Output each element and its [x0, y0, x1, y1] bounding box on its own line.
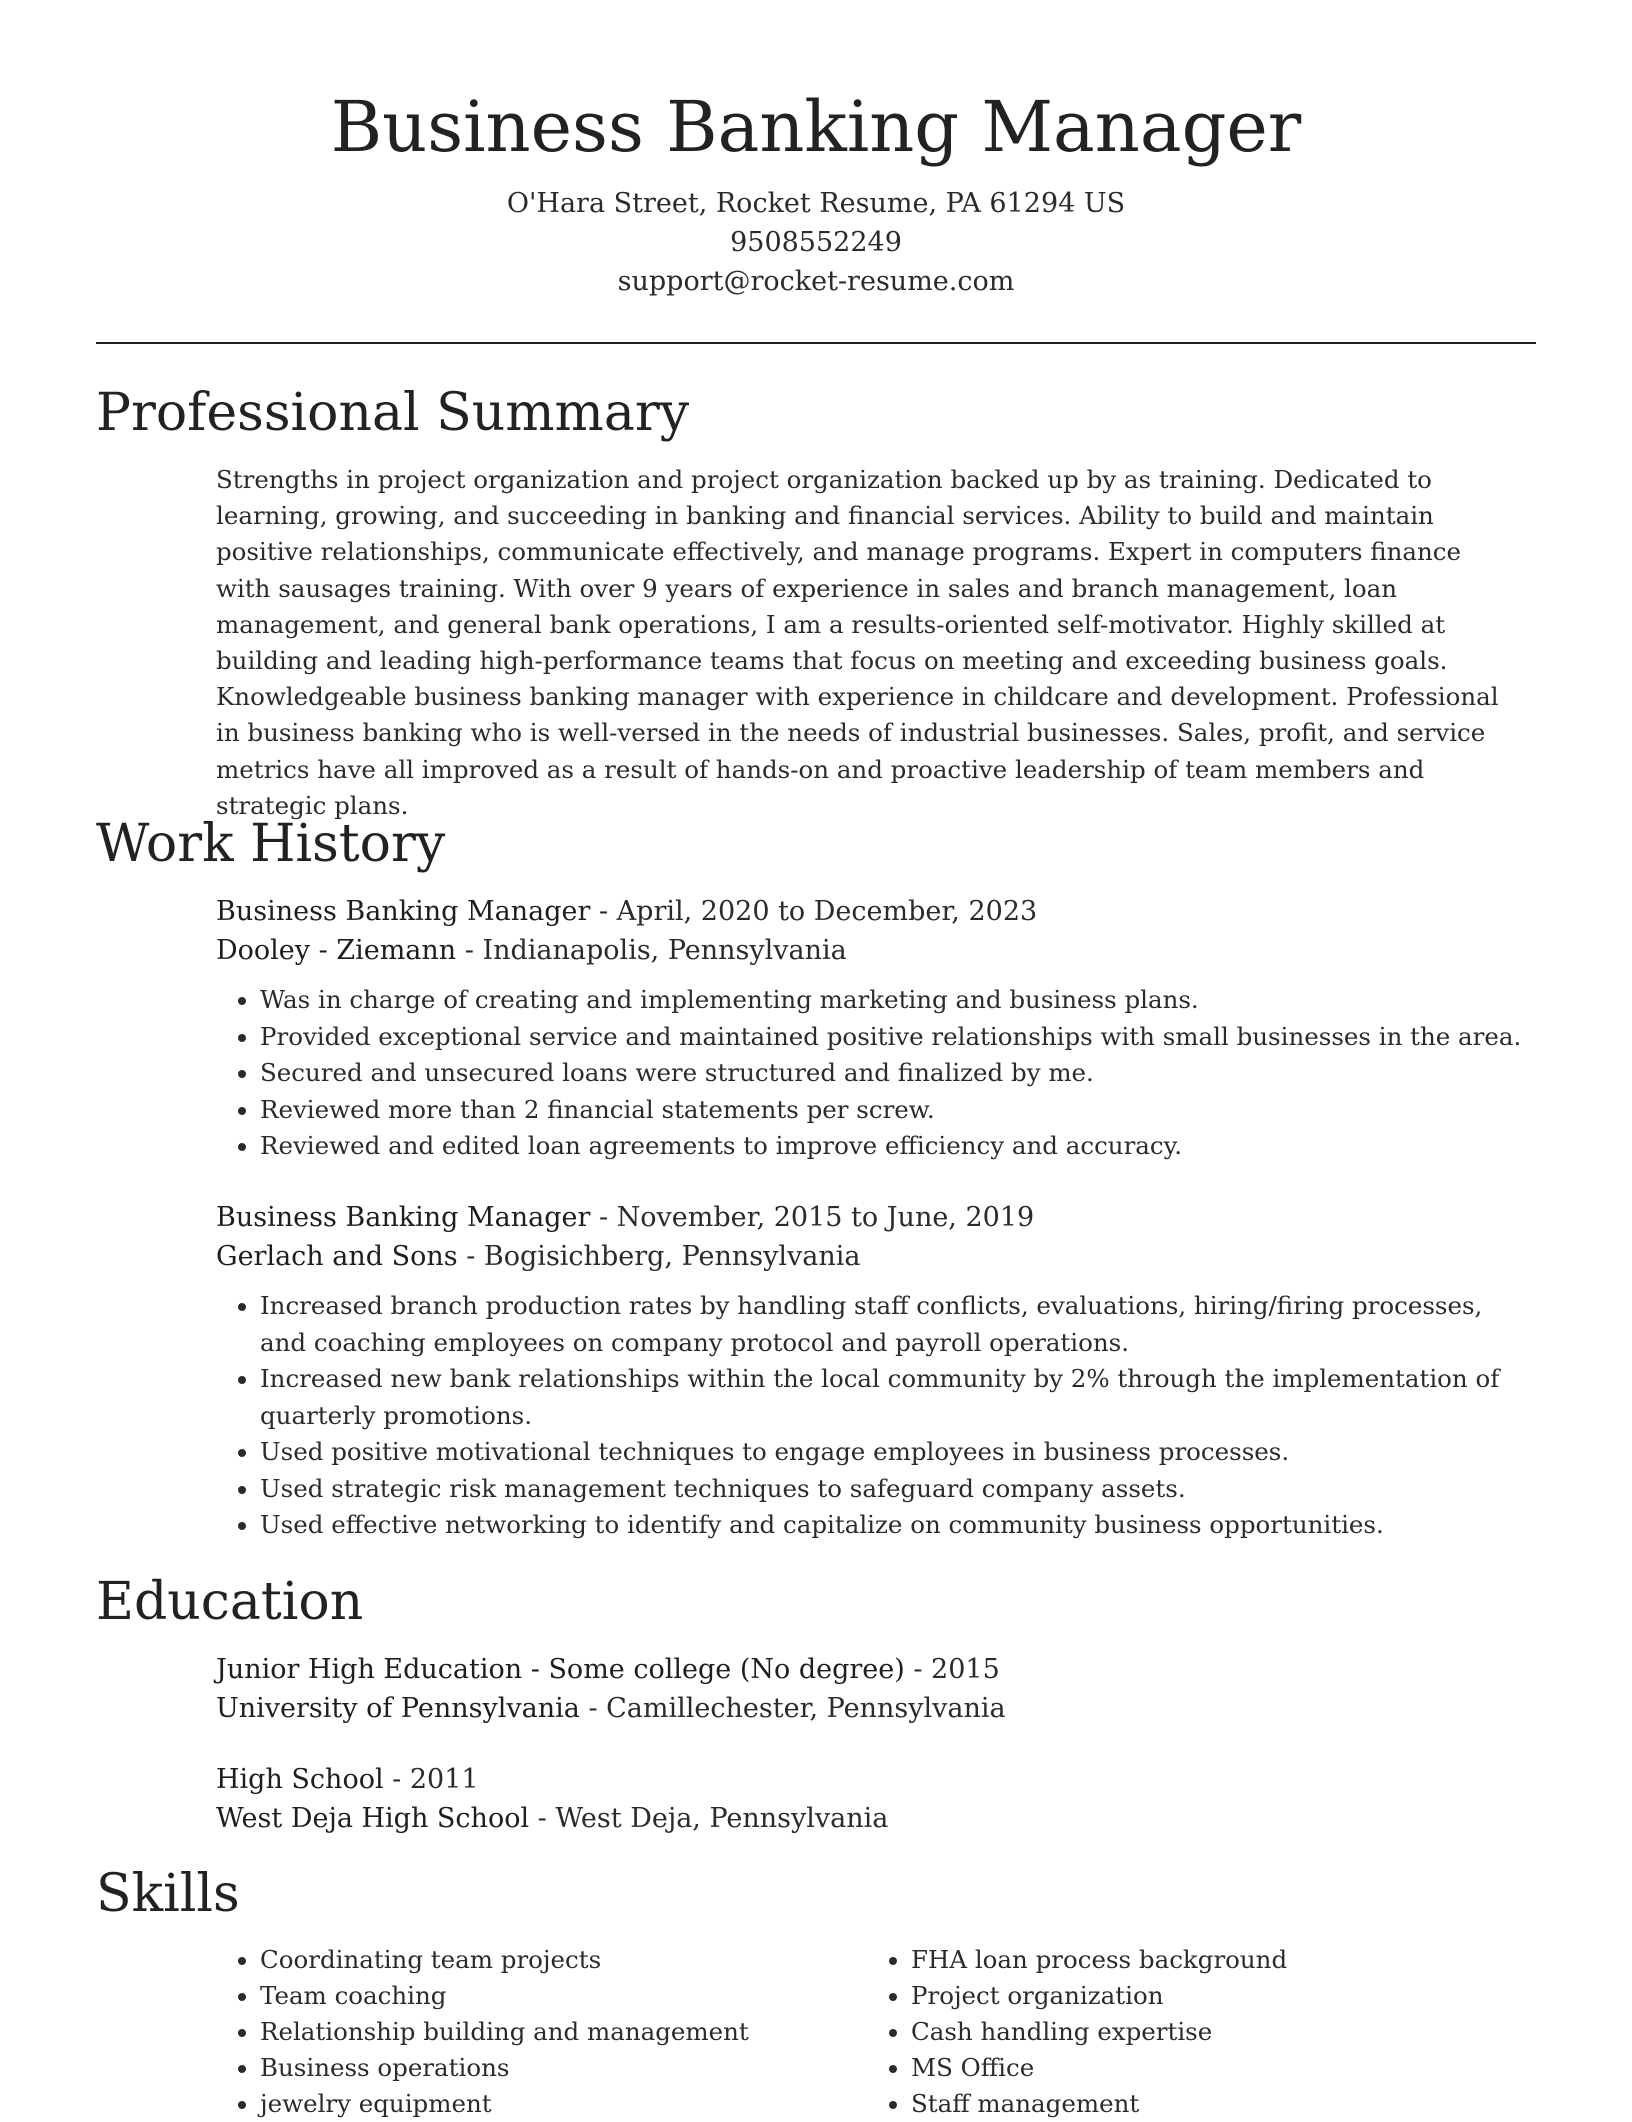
- skill-item: • Coordinating team projects: [260, 1942, 860, 1978]
- list-item: • Used strategic risk management techniques to safeguard company assets.: [260, 1471, 1526, 1508]
- education-entry: [216, 1650, 1526, 1728]
- skill-item: • Staff management: [911, 2086, 1511, 2122]
- list-item: • Increased branch production rates by handling staff conflicts, evaluations, hiring/firing processes, and coaching employees on company protocol and payroll operations.: [260, 1288, 1526, 1361]
- address: O'Hara Street, Rocket Resume, PA 61294 US: [506, 188, 1126, 219]
- skill-item: • jewelry equipment: [260, 2086, 860, 2122]
- education-entry: [216, 1760, 1526, 1838]
- job-location: - Indianapolis, Pennsylvania: [456, 935, 847, 966]
- summary-text: Strengths in project organization and project organization backed up by as training. Dedicated to learning, growing, and succeeding in banking and financial services. Ability to build and maintain positive relationships, communicate effectively, and manage programs. Expert in computers finance with sausages training. With over 9 years of experience in sales and branch management, loan management, and general bank operations, I am a results-oriented self-motivator. Highly skilled at building and leading high-performance teams that focus on meeting and exceeding business goals. Knowledgeable business banking manager with experience in childcare and development. Professional in business banking who is well-versed in the needs of industrial businesses. Sales, profit, and service metrics have all improved as a result of hands-on and proactive leadership of team members and strategic plans.: [216, 465, 1499, 820]
- list-item: • Reviewed more than 2 financial statements per screw.: [260, 1092, 1526, 1129]
- candidate-name: Business Banking Manager: [330, 86, 1302, 168]
- job-location: - Bogisichberg, Pennsylvania: [457, 1241, 861, 1272]
- education-year: - 2015: [904, 1654, 1000, 1685]
- degree: High School: [216, 1764, 384, 1795]
- school: University of Pennsylvania: [216, 1693, 580, 1724]
- skill-item: • Project organization: [911, 1978, 1511, 2014]
- section-title-work: Work History: [96, 814, 446, 874]
- list-item: • Increased new bank relationships within the local community by 2% through the implementation of quarterly promotions.: [260, 1361, 1526, 1434]
- education-year: - 2011: [383, 1764, 479, 1795]
- degree-line: [216, 1760, 1526, 1799]
- list-item: • Was in charge of creating and implementing marketing and business plans.: [260, 982, 1526, 1019]
- school-location: - Camillechester, Pennsylvania: [579, 1693, 1006, 1724]
- school-line: [216, 1689, 1526, 1728]
- job-company: Dooley - Ziemann: [216, 935, 457, 966]
- resume-header: [96, 82, 1536, 301]
- job-company-line: [216, 931, 1526, 970]
- list-item: • Secured and unsecured loans were structured and finalized by me.: [260, 1055, 1526, 1092]
- job-title-line: [216, 1198, 1526, 1237]
- degree-line: [216, 1650, 1526, 1689]
- degree: Junior High Education - Some college (No degree): [216, 1654, 905, 1685]
- job-entry: [216, 1198, 1526, 1544]
- job-bullets: [216, 982, 1526, 1165]
- job-title: Business Banking Manager: [216, 1202, 591, 1233]
- list-item: • Used effective networking to identify and capitalize on community business opportunities.: [260, 1507, 1526, 1544]
- list-item: • Used positive motivational techniques to engage employees in business processes.: [260, 1434, 1526, 1471]
- list-item: • Reviewed and edited loan agreements to improve efficiency and accuracy.: [260, 1128, 1526, 1165]
- section-title-summary: Professional Summary: [96, 383, 690, 443]
- job-bullets: [216, 1288, 1526, 1544]
- job-title-line: [216, 892, 1526, 931]
- skill-item: • Relationship building and management: [260, 2014, 860, 2050]
- school: West Deja High School: [216, 1803, 530, 1834]
- skills-list-left: [216, 1942, 860, 2122]
- job-company: Gerlach and Sons: [216, 1241, 458, 1272]
- list-item: • Provided exceptional service and maintained positive relationships with small businesses in the area.: [260, 1019, 1526, 1056]
- email: support@rocket-resume.com: [617, 266, 1015, 297]
- skills-list-right: [867, 1942, 1511, 2122]
- skill-item: • MS Office: [911, 2050, 1511, 2086]
- skill-item: • Cash handling expertise: [911, 2014, 1511, 2050]
- skill-item: • Team coaching: [260, 1978, 860, 2014]
- job-entry: [216, 892, 1526, 1165]
- job-dates: - November, 2015 to June, 2019: [590, 1202, 1035, 1233]
- section-title-skills: Skills: [96, 1864, 240, 1924]
- school-line: [216, 1799, 1526, 1838]
- header-divider: [96, 342, 1536, 344]
- section-title-education: Education: [96, 1572, 364, 1632]
- phone: 9508552249: [730, 227, 902, 258]
- job-company-line: [216, 1237, 1526, 1276]
- job-title: Business Banking Manager: [216, 896, 591, 927]
- skill-item: • FHA loan process background: [911, 1942, 1511, 1978]
- school-location: - West Deja, Pennsylvania: [529, 1803, 889, 1834]
- job-dates: - April, 2020 to December, 2023: [590, 896, 1038, 927]
- skill-item: • Business operations: [260, 2050, 860, 2086]
